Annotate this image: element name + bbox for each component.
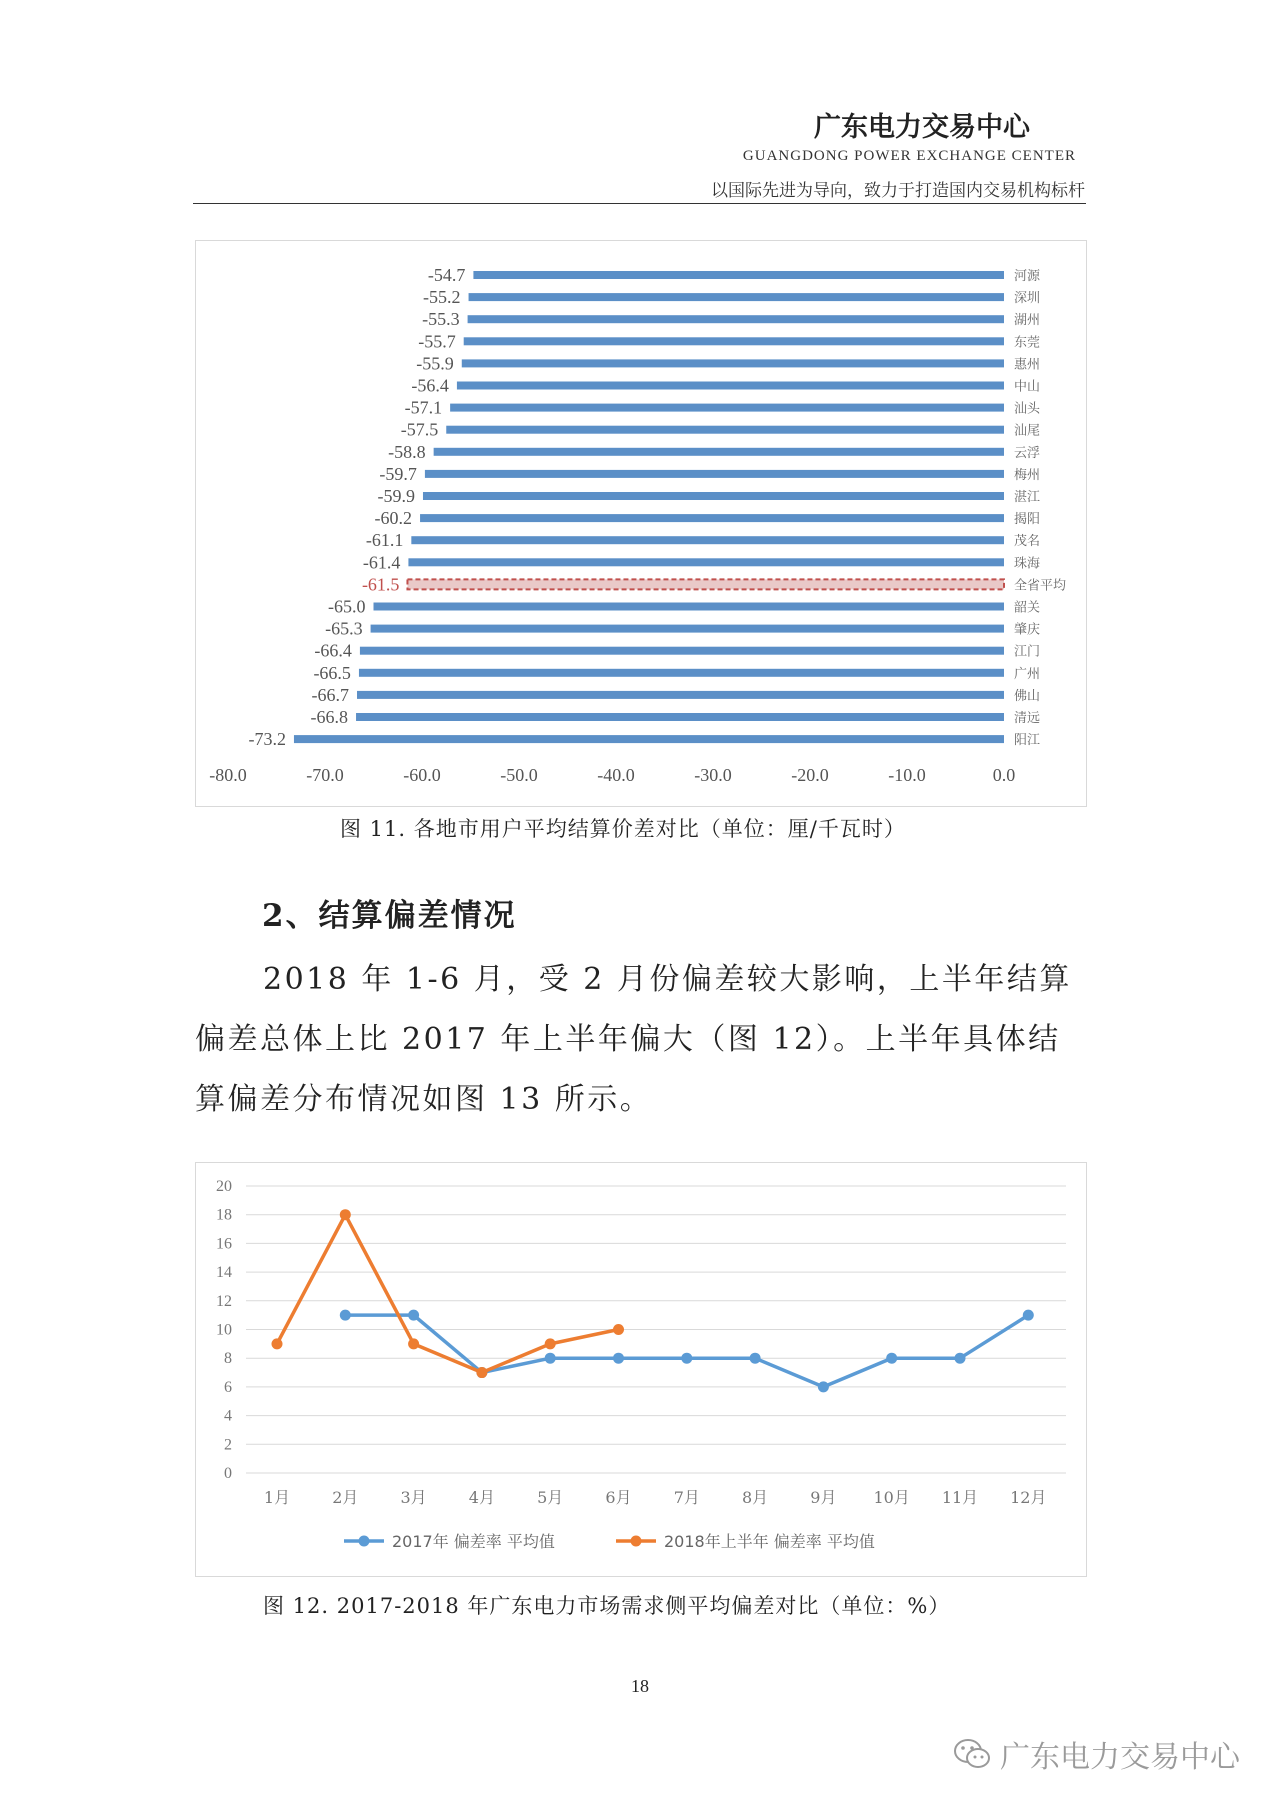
bar [462,359,1004,367]
bar [473,271,1004,279]
bar-category-label: 阳江 [1014,733,1041,749]
x-tick-label: -40.0 [597,765,635,785]
bar-value-label: -61.4 [362,552,401,573]
bar-value-label: -65.3 [325,618,363,639]
series-point [476,1367,487,1378]
org-name: 广东电力交易中心 [814,112,1030,143]
y-tick-label: 14 [216,1264,232,1282]
bar [450,404,1004,412]
series-point [886,1353,897,1364]
x-tick-label: 6月 [605,1488,632,1507]
bar-category-label: 汕头 [1014,401,1041,417]
bar-value-label: -59.7 [379,463,417,484]
bar-value-label: -61.1 [365,530,404,551]
bar [357,691,1004,699]
x-tick-label: 8月 [742,1488,769,1507]
bar-value-label: -54.7 [427,265,466,285]
series-point [818,1381,829,1392]
series-line [345,1315,1028,1387]
bar-category-label: 佛山 [1014,688,1041,704]
series-point [1023,1310,1034,1321]
bar [420,514,1004,522]
x-tick-label: 11月 [941,1488,979,1507]
bar [360,647,1004,655]
bar-category-label: 清远 [1014,711,1041,726]
y-tick-label: 6 [224,1378,232,1396]
series-point [408,1310,419,1321]
line-chart-caption: 图 12. 2017-2018 年广东电力市场需求侧平均偏差对比（单位：%） [263,1594,951,1618]
paragraph-text: 2018 年 1-6 月，受 2 月份偏差较大影响，上半年结算偏差总体上比 2017 年上半年偏大（图 12）。上半年具体结算偏差分布情况如图 13 所示。 [195,962,1072,1117]
x-tick-label: 5月 [537,1488,564,1507]
y-tick-label: 2 [224,1436,232,1454]
bar-category-label: 茂名 [1014,534,1041,550]
line-chart [196,1163,1086,1576]
bar [408,558,1004,566]
bar-value-label: -66.7 [311,684,350,705]
bar-value-label: -58.8 [388,441,426,462]
bar-category-label: 全省平均 [1014,578,1067,594]
bar-category-label: 惠州 [1014,357,1041,373]
bar-value-label: -55.2 [423,287,461,308]
y-tick-label: 12 [216,1292,232,1310]
series-point [340,1310,351,1321]
x-tick-label: 3月 [400,1488,427,1507]
bar-value-label: -55.9 [416,353,454,374]
bar-chart-caption: 图 11. 各地市用户平均结算价差对比（单位：厘/千瓦时） [340,817,906,841]
x-tick-label: 12月 [1010,1488,1047,1507]
legend-label: 2018年上半年 偏差率 平均值 [664,1532,875,1551]
series-point [750,1353,761,1364]
x-tick-label: 4月 [468,1488,495,1507]
series-point [272,1338,283,1349]
bar-value-label: -56.4 [411,375,449,396]
y-tick-label: 0 [224,1465,232,1482]
bar-category-label: 广州 [1014,666,1041,682]
y-tick-label: 16 [216,1235,232,1253]
y-tick-label: 10 [216,1321,232,1339]
page-number: 18 [631,1676,649,1696]
bar [359,669,1004,677]
bar-category-label: 湛江 [1014,490,1041,505]
y-tick-label: 4 [224,1407,232,1425]
slogan: 以国际先进为导向，致力于打造国内交易机构标杆 [711,181,1085,201]
wechat-icon [952,1737,992,1771]
x-tick-label: -60.0 [403,765,441,785]
bar-category-label: 云浮 [1014,445,1041,461]
legend-marker [631,1536,642,1547]
bar-value-label: -60.2 [374,508,413,529]
section-paragraph [195,950,1085,1130]
x-tick-label: 7月 [673,1488,700,1507]
bar [294,735,1004,743]
y-tick-label: 18 [216,1206,232,1224]
watermark-text: 广东电力交易中心 [1000,1740,1240,1775]
x-tick-label: -80.0 [209,765,247,785]
bar [371,625,1004,633]
bar [464,337,1004,345]
bar-value-label: -57.1 [404,397,443,418]
bar-value-label: -55.3 [422,309,460,330]
x-tick-label: 0.0 [992,765,1016,785]
bar-value-label: -55.7 [418,331,456,352]
bar-category-label: 江门 [1014,644,1041,660]
bar-category-label: 肇庆 [1014,622,1041,638]
watermark [952,1732,1240,1776]
bar-value-label: -57.5 [400,419,439,440]
bar-category-label: 韶关 [1014,600,1041,616]
bar [423,492,1004,500]
org-name-en: GUANGDONG POWER EXCHANGE CENTER [742,148,1076,164]
bar [356,713,1004,721]
series-point [408,1338,419,1349]
x-tick-label: -70.0 [306,765,344,785]
legend-marker [359,1536,370,1547]
bar [457,382,1004,390]
bar [446,426,1004,434]
y-tick-label: 8 [224,1350,232,1368]
bar-highlight [407,579,1004,589]
bar-value-label: -61.5 [361,574,400,595]
bar-category-label: 中山 [1014,379,1041,395]
series-point [545,1338,556,1349]
y-tick-label: 20 [216,1178,232,1195]
bar-category-label: 梅州 [1014,467,1041,483]
line-chart-frame [195,1162,1087,1577]
bar [411,536,1004,544]
bar-value-label: -66.5 [313,662,351,683]
bar-category-label: 东莞 [1014,335,1041,351]
series-point [340,1209,351,1220]
bar-chart [196,241,1086,806]
header-rule [193,203,1086,204]
bar-category-label: 揭阳 [1014,512,1041,528]
bar-value-label: -66.4 [314,640,352,661]
series-point [613,1324,624,1335]
series-point [681,1353,692,1364]
series-point [613,1353,624,1364]
x-tick-label: -20.0 [791,765,829,785]
bar-category-label: 河源 [1014,269,1041,284]
bar-chart-frame [195,240,1087,807]
bar [468,315,1004,323]
bar-value-label: -59.9 [377,486,415,506]
bar-category-label: 湖州 [1014,313,1041,329]
x-tick-label: 1月 [263,1488,291,1507]
bar-category-label: 深圳 [1014,291,1041,307]
bar-value-label: -73.2 [248,729,286,750]
bar-category-label: 汕尾 [1014,423,1041,439]
bar-value-label: -65.0 [328,596,366,617]
series-point [955,1353,966,1364]
bar [469,293,1004,301]
x-tick-label: 2月 [332,1488,359,1507]
series-point [545,1353,556,1364]
x-tick-label: 10月 [873,1488,910,1507]
section-title: 2、结算偏差情况 [262,898,517,934]
x-tick-label: -50.0 [500,765,538,785]
bar-value-label: -66.8 [310,707,349,727]
bar [374,603,1005,611]
x-tick-label: -30.0 [694,765,732,785]
x-tick-label: -10.0 [888,765,926,785]
x-tick-label: 9月 [810,1488,837,1507]
legend-label: 2017年 偏差率 平均值 [392,1532,555,1551]
bar-category-label: 珠海 [1014,556,1041,572]
series-line [277,1215,619,1373]
bar [434,448,1004,456]
bar [425,470,1004,478]
